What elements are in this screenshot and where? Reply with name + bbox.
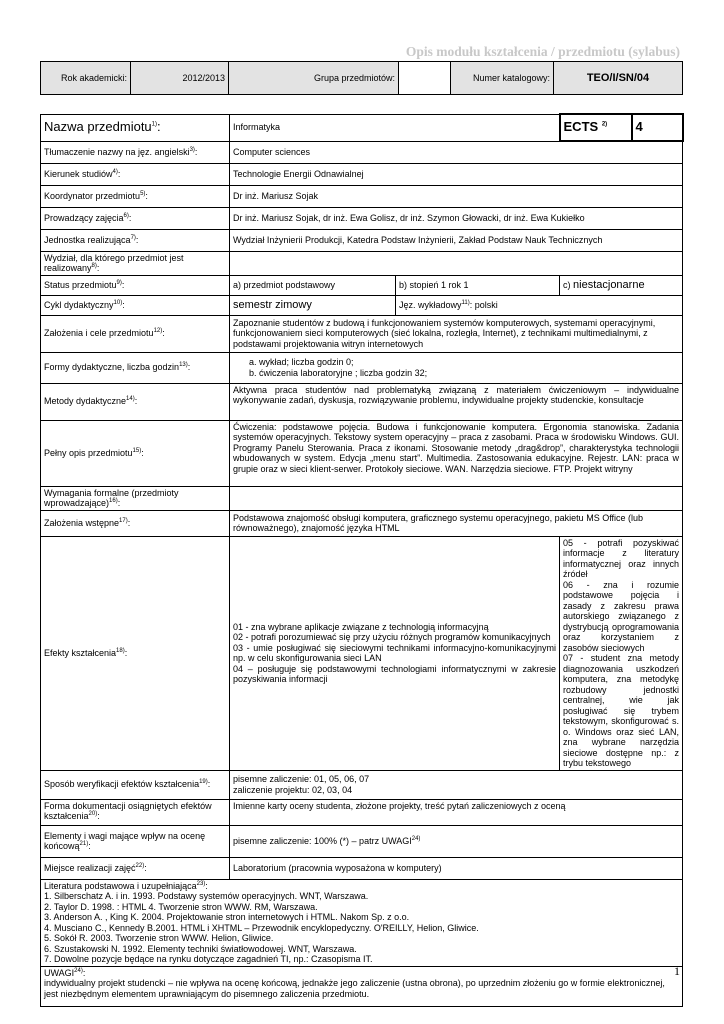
status-a: a) przedmiot podstawowy <box>230 275 396 295</box>
row-methods <box>41 383 683 420</box>
row-verification <box>41 770 683 799</box>
goals-label: Założenia i cele przedmiotu$^{12)}$: <box>41 315 230 352</box>
methods-value: Aktywna praca studentów nad problematyką związaną z materiałem ćwiczeniowym – indywidualne wykonywanie zadań, dyskusja, rozwiązywanie problemu, indywidualne projekty studenckie, konsultacje <box>230 383 683 420</box>
row-cycle <box>41 295 683 315</box>
status-label: Status przedmiotu$^{9)}$: <box>41 275 230 295</box>
documentation-value: Imienne karty oceny studenta, złożone projekty, treść pytań zaliczeniowych z oceną <box>230 799 683 825</box>
academic-year-value: 2012/2013 <box>131 62 229 95</box>
row-goals <box>41 315 683 352</box>
row-grading <box>41 825 683 857</box>
instructors-value: Dr inż. Mariusz Sojak, dr inż. Ewa Golisz, dr inż. Szymon Głowacki, dr inż. Ewa Kukiełko <box>230 207 683 229</box>
prerequisites-label: Założenia wstępne$^{17)}$: <box>41 510 230 536</box>
language-cell: Jęz. wykładowy$^{11)}$: polski <box>396 295 683 315</box>
row-documentation <box>41 799 683 825</box>
row-learning-outcomes <box>41 536 683 770</box>
requirements-label: Wymagania formalne (przedmioty wprowadzające)$^{16)}$: <box>41 486 230 510</box>
location-value: Laboratorium (pracownia wyposażona w komputery) <box>230 857 683 879</box>
row-forms <box>41 352 683 383</box>
row-location <box>41 857 683 879</box>
catalog-number-label: Numer katalogowy: <box>451 62 554 95</box>
academic-year-label: Rok akademicki: <box>41 62 131 95</box>
literature-label: Literatura podstawowa i uzupełniająca$^{23)}$: <box>44 880 208 891</box>
instructors-label: Prowadzący zajęcia$^{6)}$: <box>41 207 230 229</box>
coordinator-value: Dr inż. Mariusz Sojak <box>230 185 683 207</box>
learning-outcomes-left: 01 - zna wybrane aplikacje związane z technologią informacyjną 02 - potrafi porozumiewać się przy użyciu różnych programów komunikacyjnych 03 - umie posługiwać się sieciowymi technikami informacyjno-komunikacyjnymi np. w celu skonfigurowania sieci LAN 04 – posługuje się podstawowymi technologiami informatycznymi w zakresie pozyskiwania informacji <box>230 536 560 770</box>
field-of-study-value: Technologie Energii Odnawialnej <box>230 163 683 185</box>
status-b: b) stopień 1 rok 1 <box>396 275 560 295</box>
field-of-study-label: Kierunek studiów$^{4)}$: <box>41 163 230 185</box>
unit-value: Wydział Inżynierii Produkcji, Katedra Podstaw Inżynierii, Zakład Podstaw Nauk Technicznych <box>230 229 683 251</box>
english-name-label: Tłumaczenie nazwy na jęz. angielski$^{3)}$: <box>41 141 230 163</box>
catalog-number-value: TEO/I/SN/04 <box>554 62 683 95</box>
row-faculty <box>41 251 683 275</box>
notes-text: indywidualny projekt studencki – nie wpływa na ocenę końcową, jednakże jego zaliczenie (ustna obrona), po uprzednim złożeniu go w formie elektronicznej, jest niezbędnym elementem uprawniającym do pisemnego zaliczenia przedmiotu. <box>44 978 665 999</box>
syllabus-table <box>40 113 684 1007</box>
learning-outcomes-right: 05 - potrafi pozyskiwać informacje z literatury informatycznej oraz innych źródeł 06 - zna i rozumie podstawowe pojęcia i zasady z zakresu prawa autorskiego związanego z dystrybucją oprogramowania oraz korzystaniem z zasobów sieciowych 07 - student zna metody diagnozowania uszkodzeń komputera, zna metodykę rozbudowy jednostki centralnej, wie jak posługiwać się trybem tekstowym, skonfigurować s. o. Windows oraz sieć LAN, zna wybrane narzędzia sieciowe dostępne np.: z trybu tekstowego <box>560 536 683 770</box>
row-unit <box>41 229 683 251</box>
row-requirements <box>41 486 683 510</box>
subject-name-value: Informatyka <box>230 114 560 141</box>
cycle-label: Cykl dydaktyczny$^{10)}$: <box>41 295 230 315</box>
forms-label: Formy dydaktyczne, liczba godzin$^{13)}$: <box>41 352 230 383</box>
grading-label: Elementy i wagi mające wpływ na ocenę końcową$^{21)}$: <box>41 825 230 857</box>
requirements-value <box>230 486 683 510</box>
row-status <box>41 275 683 295</box>
full-description-value: Ćwiczenia: podstawowe pojęcia. Budowa i funkcjonowanie komputera. Ergonomia stanowiska. Zadania systemów operacyjnych. Tekstowy system operacyjny – praca z zasobami. Praca w środowisku Windows. GUI. Programy Panelu Sterowania. Praca z ikonami. Stosowanie metody „drag&drop”, charakterystyka technologii wbudowanych w system. Edycja „menu start”. Multimedia. Zastosowania edukacyjne. Rejestr. LAN: praca w grupie oraz w sieci klient-serwer. Protokoły sieciowe. WAN. Narzędzia sieciowe. FTP. Projekt witryny <box>230 420 683 486</box>
row-notes <box>41 966 683 1006</box>
document-title: Opis modułu kształcenia / przedmiotu (sylabus) <box>405 44 680 59</box>
learning-outcomes-label: Efekty kształcenia$^{18)}$: <box>41 536 230 770</box>
verification-label: Sposób weryfikacji efektów kształcenia$^{19)}$: <box>41 770 230 799</box>
row-field-of-study <box>41 163 683 185</box>
literature-cell <box>41 879 683 966</box>
ects-value: 4 <box>632 114 683 141</box>
subject-name-label: Nazwa przedmiotu$^{1)}$: <box>41 114 230 141</box>
literature-list: 1. Silberschatz A. i in. 1993. Podstawy systemów operacyjnych. WNT, Warszawa. 2. Taylor D. 1998. : HTML 4. Tworzenie stron WWW. RM, Warszawa. 3. Anderson A. , King K. 2004. Projektowanie stron internetowych i HTML. Nakom Sp. z o.o. 4. Musciano C., Kennedy B.2001. HTML i XHTML – Przewodnik encyklopedyczny. O'REILLY, Helion, Gliwice. 5. Sokół R. 2003. Tworzenie stron WWW. Helion, Gliwice. 6. Szustakowski N. 1992. Elementy techniki światłowodowej. WNT, Warszawa. 7. Dowolne pozycje będące na rynku dotyczące zagadnień TI, np.: Czasopisma IT. <box>44 891 479 964</box>
prerequisites-value: Podstawowa znajomość obsługi komputera, graficznego systemu operacyjnego, pakietu MS Office (lub równoważnego), znajomość języka HTML <box>230 510 683 536</box>
subject-group-label: Grupa przedmiotów: <box>229 62 399 95</box>
faculty-value <box>230 251 683 275</box>
location-label: Miejsce realizacji zajęć$^{22)}$: <box>41 857 230 879</box>
page-number: 1 <box>674 964 680 978</box>
goals-value: Zapoznanie studentów z budową i funkcjonowaniem systemów komputerowych, systemami operacyjnymi, funkcjonowaniem sieci komputerowych (sieć lokalna, rozległa, Internet), z technikami multimedialnymi, z podstawami projektowania witryn internetowych <box>230 315 683 352</box>
notes-label: UWAGI$^{24)}$: <box>44 967 86 978</box>
unit-label: Jednostka realizująca$^{7)}$: <box>41 229 230 251</box>
methods-label: Metody dydaktyczne$^{14)}$: <box>41 383 230 420</box>
full-description-label: Pełny opis przedmiotu$^{15)}$: <box>41 420 230 486</box>
row-prerequisites <box>41 510 683 536</box>
row-instructors <box>41 207 683 229</box>
ects-label: ECTS $^{2)}$ <box>560 114 632 141</box>
english-name-value: Computer sciences <box>230 141 683 163</box>
coordinator-label: Koordynator przedmiotu$^{5)}$: <box>41 185 230 207</box>
forms-value <box>230 352 683 383</box>
verification-value: pisemne zaliczenie: 01, 05, 06, 07 zaliczenie projektu: 02, 03, 04 <box>230 770 683 799</box>
faculty-label: Wydział, dla którego przedmiot jest realizowany$^{8)}$: <box>41 251 230 275</box>
row-literature <box>41 879 683 966</box>
form-item-lab: b. ćwiczenia laboratoryjne ; liczba godzin 32; <box>259 368 679 379</box>
row-english-name <box>41 141 683 163</box>
status-c: c) niestacjonarne <box>560 275 683 295</box>
header-table <box>40 61 683 95</box>
row-coordinator <box>41 185 683 207</box>
notes-cell <box>41 966 683 1006</box>
subject-group-value <box>399 62 451 95</box>
documentation-label: Forma dokumentacji osiągniętych efektów kształcenia$^{20)}$: <box>41 799 230 825</box>
row-full-description <box>41 420 683 486</box>
row-subject-name <box>41 114 683 141</box>
grading-value: pisemne zaliczenie: 100% (*) – patrz UWAGI$^{24)}$ <box>230 825 683 857</box>
cycle-value: semestr zimowy <box>230 295 396 315</box>
form-item-lecture: a. wykład; liczba godzin 0; <box>259 357 679 368</box>
